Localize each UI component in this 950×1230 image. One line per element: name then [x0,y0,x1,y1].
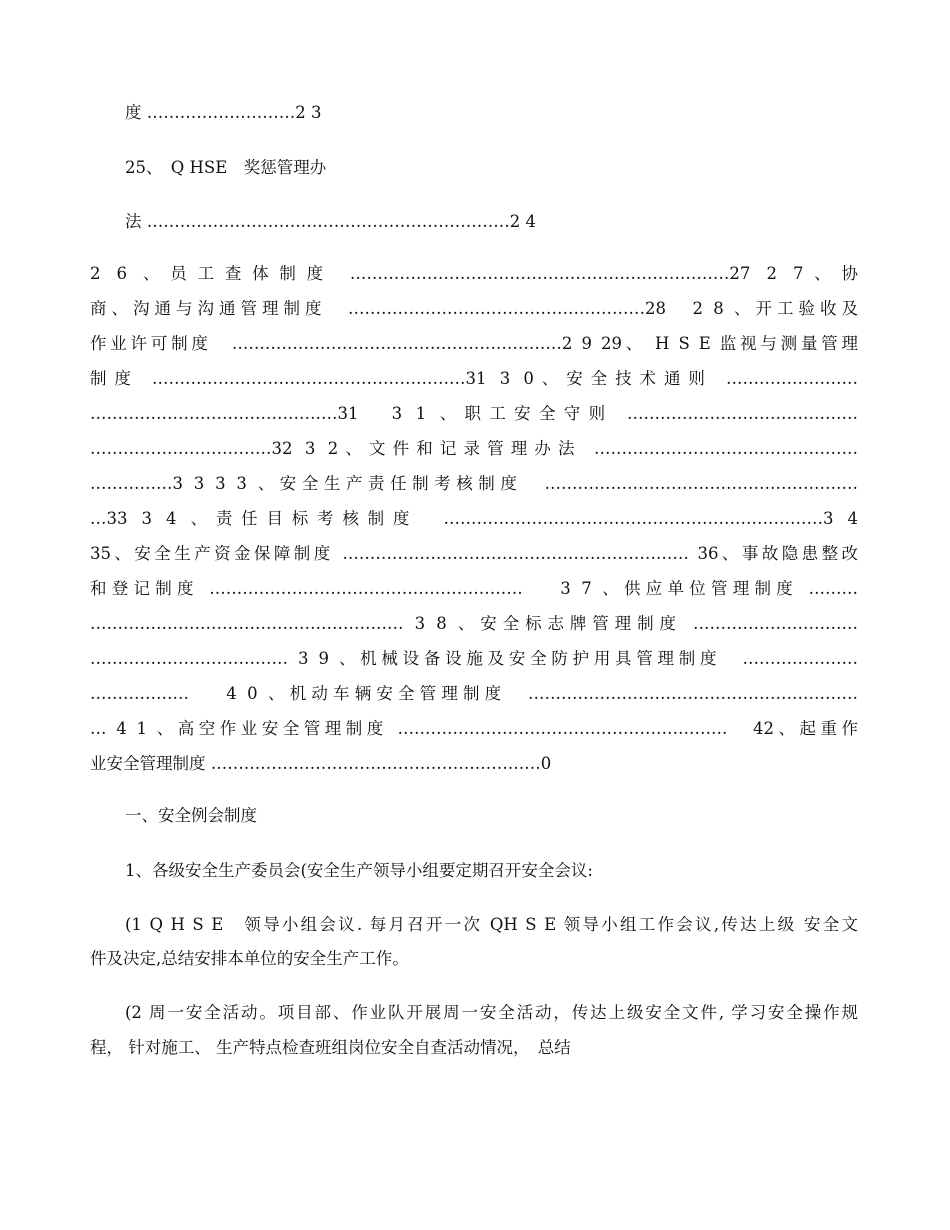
toc-line: 作业许可制度 ……………………………………………………2 9 29、 H S E 监视与测量管理 [90,334,858,353]
toc-line: ………………………………………………… 3 8 、安全标志牌管理制度 ………………………… [90,614,858,633]
toc-line: ……………3 3 3 3 、安全生产责任制考核制度 ………………………………………………… [90,474,858,493]
toc-line: 商、沟通与沟通管理制度 ………………………………………………28 2 8 、开工验收及 [90,299,858,318]
paragraph-1-line: (1 Q H S E 领导小组会议. 每月召开一次 QH S E 领导小组工作会议,传达上级 安全文 [125,915,858,934]
item-1-text: 1、各级安全生产委员会(安全生产领导小组要定期召开安全会议: [125,861,593,880]
toc-line: 25、 Q HSE 奖惩管理办 [125,158,327,177]
section-heading: 一、安全例会制度 [125,806,257,825]
paragraph-2-line: 程， 针对施工、 生产特点检查班组岗位安全自查活动情况， 总结 [90,1038,571,1057]
toc-line: ……………………………… 3 9 、机械设备设施及安全防护用具管理制度 ………………… [90,649,858,668]
toc-line: 度 ………………………2 3 [125,103,322,122]
paragraph-1-line: 件及决定,总结安排本单位的安全生产工作。 [90,949,409,968]
paragraph-2-line: (2 周一安全活动。项目部、作业队开展周一安全活动，传达上级安全文件, 学习安全操作规 [125,1003,858,1022]
toc-line: 法 …………………………………………………………2 4 [125,212,536,231]
toc-line: …33 3 4 、责任目标考核制度 ……………………………………………………………3 4 [90,509,858,528]
toc-line: 业安全管理制度 ……………………………………………………0 [90,754,552,773]
toc-line: … 4 1 、高空作业安全管理制度 …………………………………………………… 42、起重作 [90,719,858,738]
toc-line: 制度 …………………………………………………31 3 0、安全技术通则 …………………… [90,369,858,388]
toc-line: ……………………………32 3 2、文件和记录管理办法 ………………………………………… [90,439,858,458]
toc-line: ……………… 4 0 、机动车辆安全管理制度 …………………………………………………… [90,684,858,703]
toc-line: 2 6 、员工查体制度 ……………………………………………………………27 2 7、协 [90,264,858,283]
toc-line: ………………………………………31 3 1 、职工安全守则 …………………………………… [90,404,858,423]
toc-line: 35、安全生产资金保障制度 ……………………………………………………… 36、事故隐患整改 [90,544,858,563]
toc-line: 和登记制度 ………………………………………………… 3 7 、供应单位管理制度 ……… [90,579,858,598]
